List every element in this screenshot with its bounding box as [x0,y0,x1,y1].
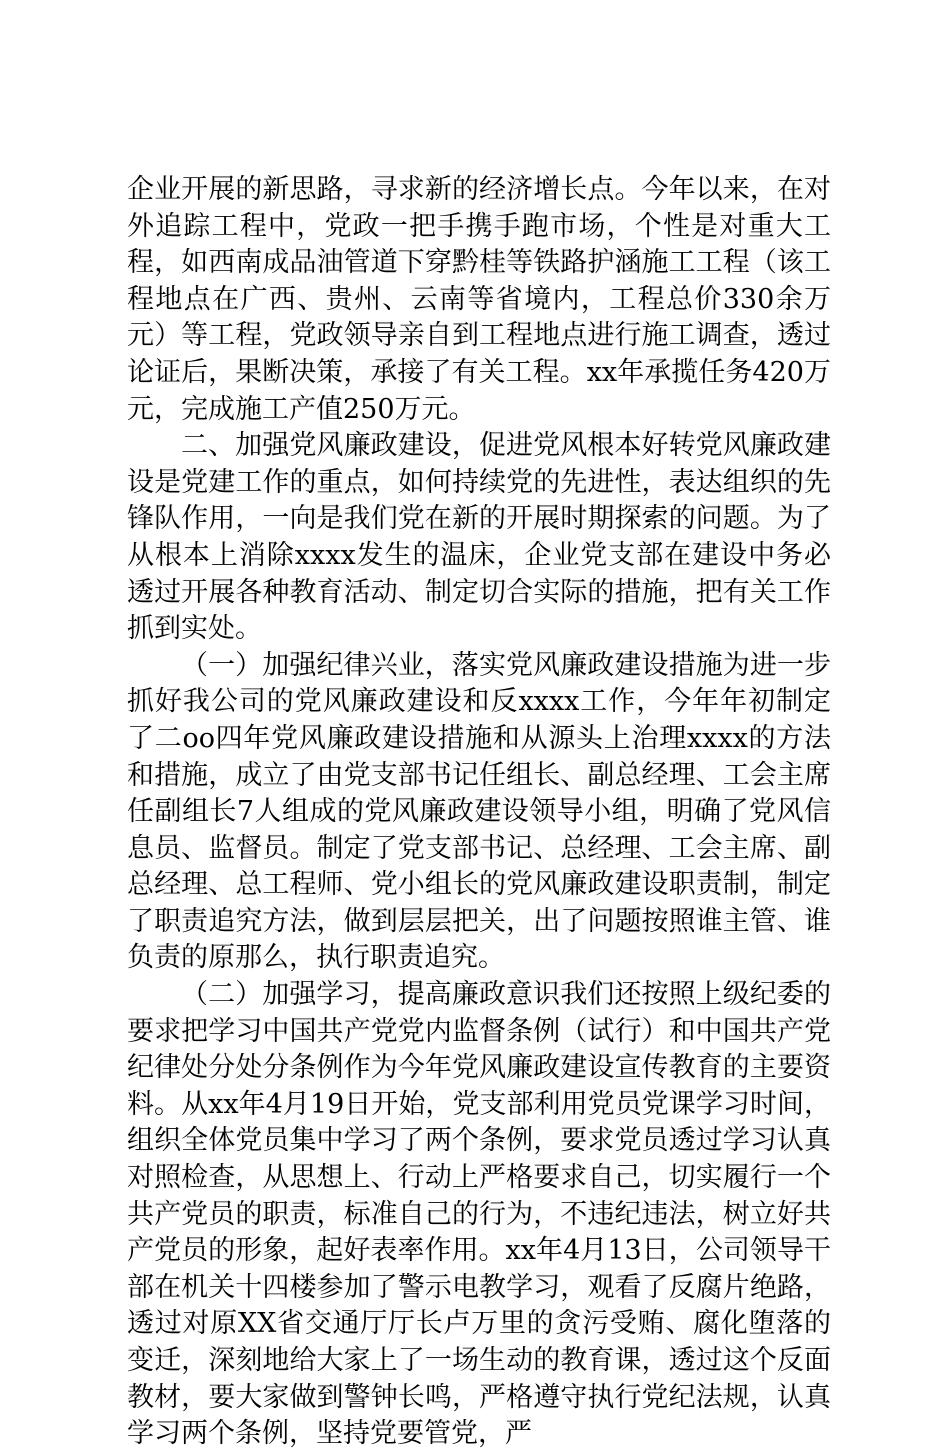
document-body [127,172,831,1453]
paragraph-3: （一）加强纪律兴业，落实党风廉政建设措施为进一步抓好我公司的党风廉政建设和反xxxx工作，今年年初制定了二oo四年党风廉政建设措施和从源头上治理xxxx的方法和措施，成立了由党支部书记任组长、副总经理、工会主席任副组长7人组成的党风廉政建设领导小组，明确了党风信息员、监督员。制定了党支部书记、总经理、工会主席、副总经理、总工程师、党小组长的党风廉政建设职责制，制定了职责追究方法，做到层层把关，出了问题按照谁主管、谁负责的原那么，执行职责追究。 [127,649,831,974]
paragraph-1: 企业开展的新思路，寻求新的经济增长点。今年以来，在对外追踪工程中，党政一把手携手跑市场，个性是对重大工程，如西南成品油管道下穿黔桂等铁路护涵施工工程（该工程地点在广西、贵州、云南等省境内，工程总价330余万元）等工程，党政领导亲自到工程地点进行施工调查，透过论证后，果断决策，承接了有关工程。xx年承揽任务420万元，完成施工产值250万元。 [127,174,831,425]
paragraph-2: 二、加强党风廉政建设，促进党风根本好转党风廉政建设是党建工作的重点，如何持续党的先进性，表达组织的先锋队作用，一向是我们党在新的开展时期探索的问题。为了从根本上消除xxxx发生的温床，企业党支部在建设中务必透过开展各种教育活动、制定切合实际的措施，把有关工作抓到实处。 [127,430,831,645]
paragraph-4: （二）加强学习，提高廉政意识我们还按照上级纪委的要求把学习中国共产党党内监督条例（试行）和中国共产党纪律处分处分条例作为今年党风廉政建设宣传教育的主要资料。从xx年4月19日开始，党支部利用党员党课学习时间，组织全体党员集中学习了两个条例，要求党员透过学习认真对照检查，从思想上、行动上严格要求自己，切实履行一个共产党员的职责，标准自己的行为，不违纪违法，树立好共产党员的形象，起好表率作用。xx年4月13日，公司领导干部在机关十四楼参加了警示电教学习，观看了反腐片绝路，透过对原XX省交通厅厅长卢万里的贪污受贿、腐化堕落的变迁，深刻地给大家上了一场生动的教育课，透过这个反面教材，要大家做到警钟长鸣，严格遵守执行党纪法规，认真学习两个条例，坚持党要管党，严 [127,979,831,1450]
